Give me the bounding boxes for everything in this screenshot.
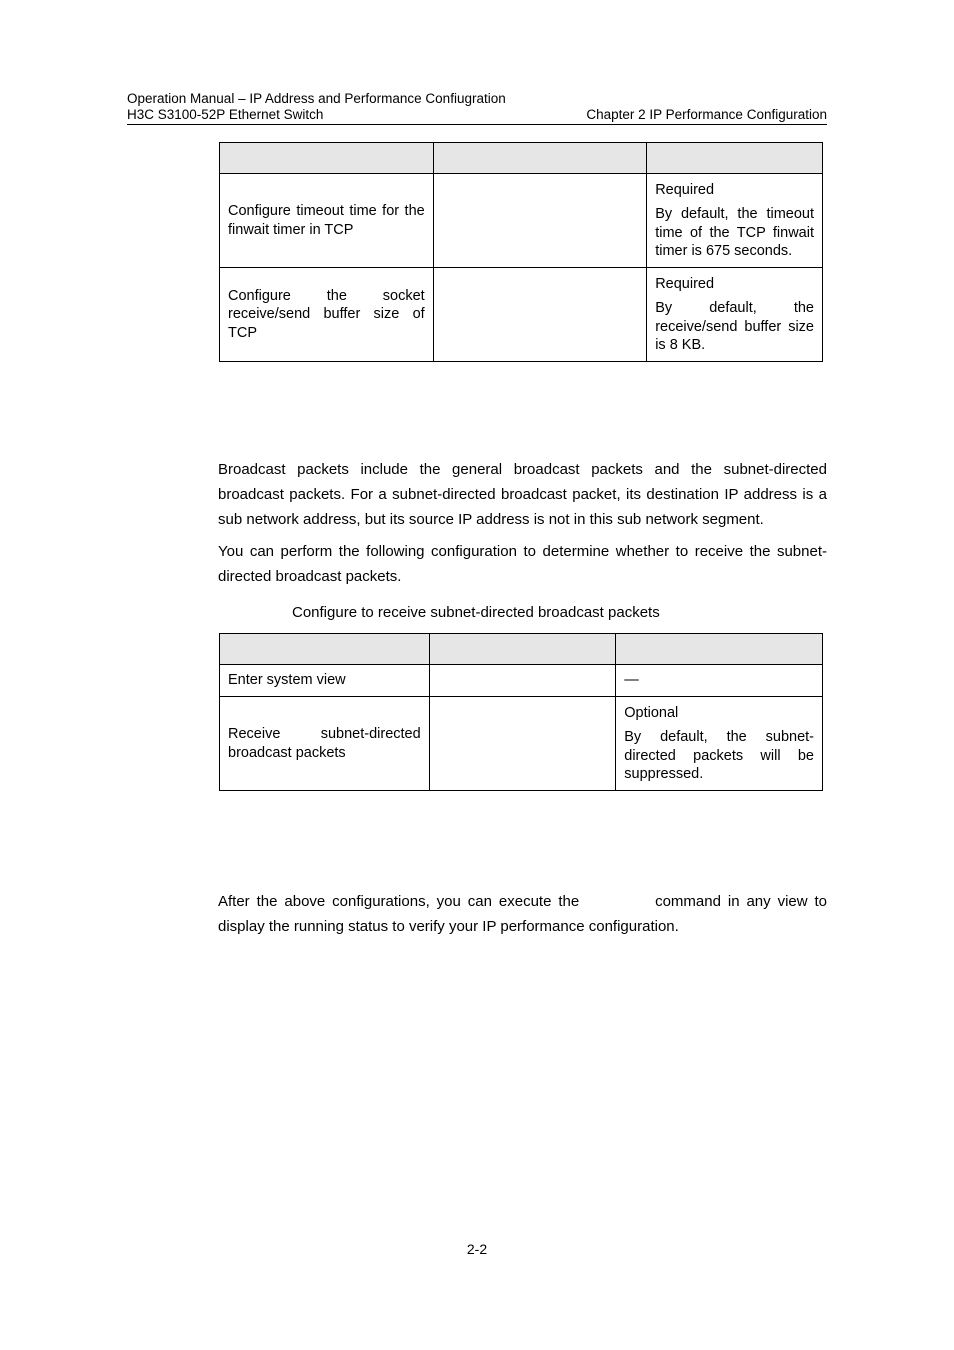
product-name: H3C S3100-52P Ethernet Switch	[127, 107, 324, 122]
table-row	[220, 697, 823, 791]
command-cell	[429, 697, 616, 791]
operation-cell: Configure timeout time for the finwait timer in TCP	[220, 174, 434, 268]
paragraph-text-after: command in any view to display the running status to verify your IP performance configuration.	[218, 893, 828, 935]
command-cell	[429, 665, 616, 697]
remark-text: By default, the timeout time of the TCP finwait timer is 675 seconds.	[655, 206, 814, 259]
config-intro: You can perform the following configuration to determine whether to receive the subnet-directed broadcast packets.	[218, 543, 827, 585]
operation-cell: Configure the socket receive/send buffer size of TCP	[220, 268, 434, 362]
remarks-cell	[647, 174, 823, 268]
remark-title: Optional	[624, 704, 679, 721]
table-row	[220, 665, 823, 697]
header-cell-operation	[220, 143, 434, 174]
table-row	[220, 268, 823, 362]
broadcast-config-table	[219, 633, 823, 791]
chapter-title: Chapter 2 IP Performance Configuration	[586, 107, 827, 122]
paragraph-text-before: After the above configurations, you can execute the	[218, 893, 580, 910]
operation-cell: Enter system view	[220, 665, 430, 697]
tcp-config-table	[219, 142, 823, 362]
header-cell-remarks	[647, 143, 823, 174]
command-cell	[433, 268, 646, 362]
table-header-row	[220, 634, 823, 665]
table-row	[220, 174, 823, 268]
remarks-cell	[647, 268, 823, 362]
manual-title: Operation Manual – IP Address and Performance Confiugration	[127, 91, 506, 106]
display-command-paragraph	[218, 889, 827, 939]
remarks-cell	[616, 697, 823, 791]
broadcast-description: Broadcast packets include the general broadcast packets and the subnet-directed broadcast packets. For a subnet-directed broadcast packet, its destination IP address is a sub network address, but its source IP address is not in this sub network segment.	[218, 461, 827, 528]
remark-text: By default, the subnet-directed packets will be suppressed.	[624, 729, 814, 782]
command-cell	[433, 174, 646, 268]
operation-cell: Receive subnet-directed broadcast packets	[220, 697, 430, 791]
remark-text: By default, the receive/send buffer size is 8 KB.	[655, 300, 814, 353]
header-cell-command	[429, 634, 616, 665]
header-cell-operation	[220, 634, 430, 665]
header-divider	[127, 124, 827, 125]
remark-title: Required	[655, 275, 715, 292]
page-number: 2-2	[466, 1241, 488, 1257]
remark-title: Required	[655, 181, 715, 198]
header-cell-command	[433, 143, 646, 174]
header-cell-remarks	[616, 634, 823, 665]
table-header-row	[220, 143, 823, 174]
remarks-cell: —	[616, 665, 823, 697]
table-caption: Configure to receive subnet-directed broadcast packets	[292, 604, 660, 621]
